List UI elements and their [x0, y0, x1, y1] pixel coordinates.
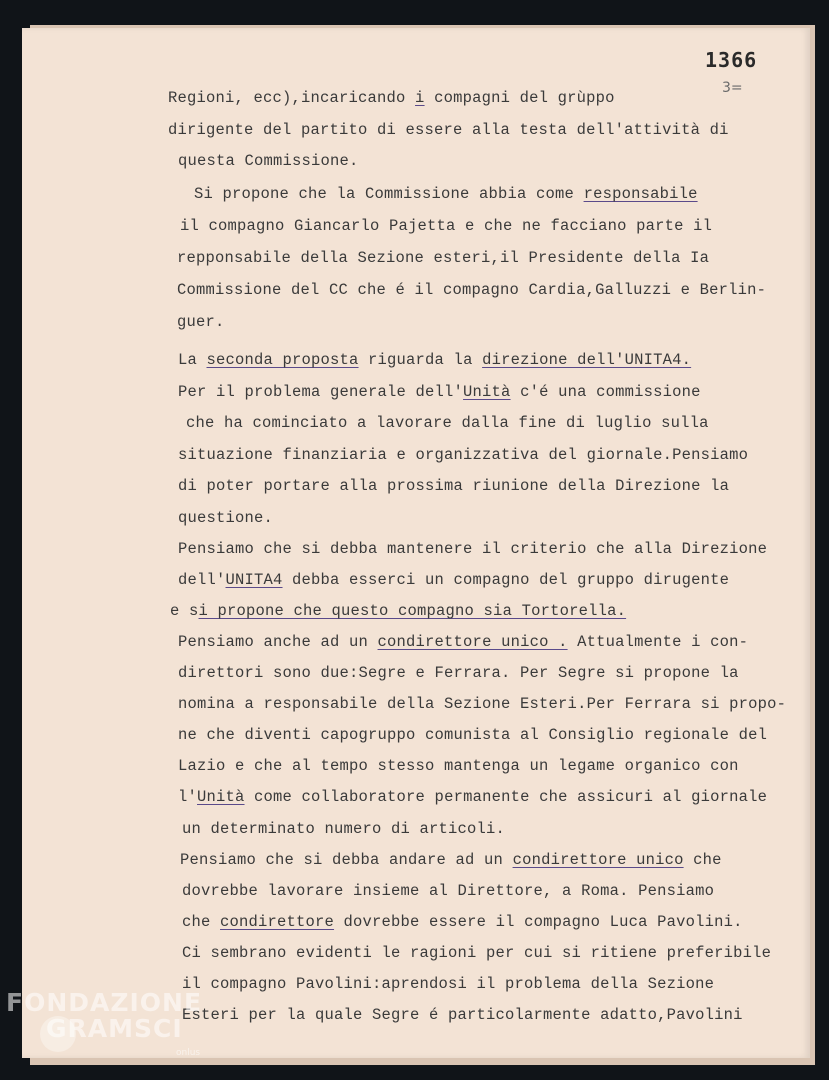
- text-line: [182, 975, 714, 993]
- text-segment: Pensiamo che si debba andare ad un: [180, 851, 513, 869]
- text-segment: Commissione del CC che é il compagno Cardia,Galluzzi e Berlin-: [177, 281, 767, 299]
- underlined-text: i propone che questo compagno sia Tortorella.: [198, 602, 627, 620]
- text-line: [180, 217, 712, 235]
- text-line: [182, 1006, 743, 1024]
- text-segment: guer.: [177, 313, 225, 331]
- text-line: [178, 540, 767, 558]
- text-line: [168, 89, 615, 107]
- text-line: [178, 509, 273, 527]
- underlined-text: responsabile: [583, 185, 698, 203]
- underlined-text: condirettore unico: [512, 851, 684, 869]
- text-segment: Regioni, ecc),incaricando: [168, 89, 416, 107]
- text-segment: dell': [178, 571, 226, 589]
- text-line: [182, 944, 771, 962]
- text-segment: di poter portare alla prossima riunione della Direzione la: [178, 477, 730, 495]
- text-segment: il compagno Giancarlo Pajetta e che ne facciano parte il: [180, 217, 713, 235]
- text-segment: questa Commissione.: [178, 152, 359, 170]
- text-line: [178, 695, 786, 713]
- text-line: [177, 281, 766, 299]
- underlined-text: Unità: [463, 383, 511, 401]
- text-segment: Ci sembrano evidenti le ragioni per cui si ritiene preferibile: [182, 944, 772, 962]
- text-line: [182, 882, 714, 900]
- text-segment: che: [683, 851, 722, 869]
- text-segment: l': [178, 788, 198, 806]
- pencil-note: 3=: [722, 80, 743, 96]
- text-segment: Attualmente i con-: [567, 633, 749, 651]
- text-line: [178, 446, 748, 464]
- text-segment: Per il problema generale dell': [178, 383, 464, 401]
- underlined-text: i: [415, 89, 425, 107]
- text-segment: Lazio e che al tempo stesso mantenga un legame organico con: [178, 757, 739, 775]
- underlined-text: direzione dell'UNITA4.: [482, 351, 692, 369]
- text-segment: c'é una commissione: [510, 383, 701, 401]
- text-segment: Pensiamo che si debba mantenere il criterio che alla Direzione: [178, 540, 768, 558]
- text-segment: Esteri per la quale Segre é particolarmente adatto,Pavolini: [182, 1006, 743, 1024]
- text-line: [178, 633, 748, 651]
- watermark-line1: FONDAZIONE: [6, 988, 203, 1017]
- text-line: [170, 602, 626, 620]
- text-segment: nomina a responsabile della Sezione Esteri.Per Ferrara si propo-: [178, 695, 787, 713]
- underlined-text: condirettore: [220, 913, 335, 931]
- text-line: [177, 313, 225, 331]
- text-line: [178, 571, 729, 589]
- text-segment: ne che diventi capogruppo comunista al Consiglio regionale del: [178, 726, 768, 744]
- text-line: [168, 121, 729, 139]
- text-line: [177, 249, 709, 267]
- underlined-text: Unità: [197, 788, 245, 806]
- text-line: [180, 851, 722, 869]
- text-line: [182, 820, 505, 838]
- text-line: [194, 185, 698, 203]
- text-line: [178, 726, 767, 744]
- underlined-text: UNITA4: [225, 571, 283, 589]
- text-line: [182, 913, 743, 931]
- text-segment: compagni del grùppo: [424, 89, 615, 107]
- text-segment: direttori sono due:Segre e Ferrara. Per Segre si propone la: [178, 664, 739, 682]
- text-line: [178, 757, 739, 775]
- underlined-text: condirettore unico .: [377, 633, 568, 651]
- text-segment: dirigente del partito di essere alla testa dell'attività di: [168, 121, 729, 139]
- text-segment: che ha cominciato a lavorare dalla fine di luglio sulla: [186, 414, 709, 432]
- text-segment: questione.: [178, 509, 274, 527]
- text-segment: e s: [170, 602, 199, 620]
- text-segment: situazione finanziaria e organizzativa del giornale.Pensiamo: [178, 446, 749, 464]
- text-segment: Si propone che la Commissione abbia come: [194, 185, 584, 203]
- text-segment: un determinato numero di articoli.: [182, 820, 506, 838]
- watermark-line2: GRAMSCI: [46, 1014, 183, 1043]
- text-segment: dovrebbe essere il compagno Luca Pavolini.: [334, 913, 743, 931]
- text-segment: dovrebbe lavorare insieme al Direttore, a Roma. Pensiamo: [182, 882, 715, 900]
- underlined-text: seconda proposta: [206, 351, 359, 369]
- text-line: [178, 383, 701, 401]
- watermark-logo: [6, 988, 226, 1078]
- text-line: [178, 351, 691, 369]
- text-segment: il compagno Pavolini:aprendosi il problema della Sezione: [182, 975, 715, 993]
- text-segment: come collaboratore permanente che assicuri al giornale: [244, 788, 768, 806]
- text-segment: debba esserci un compagno del gruppo dirugente: [282, 571, 730, 589]
- text-segment: La: [178, 351, 207, 369]
- text-segment: repponsabile della Sezione esteri,il Presidente della Ia: [177, 249, 710, 267]
- text-segment: che: [182, 913, 221, 931]
- watermark-line3: onlus: [176, 1048, 201, 1058]
- text-line: [178, 664, 739, 682]
- text-line: [178, 477, 729, 495]
- text-segment: Pensiamo anche ad un: [178, 633, 378, 651]
- text-line: [178, 788, 767, 806]
- page-number: 1366: [705, 48, 758, 72]
- text-segment: riguarda la: [358, 351, 483, 369]
- text-line: [178, 152, 359, 170]
- text-line: [186, 414, 709, 432]
